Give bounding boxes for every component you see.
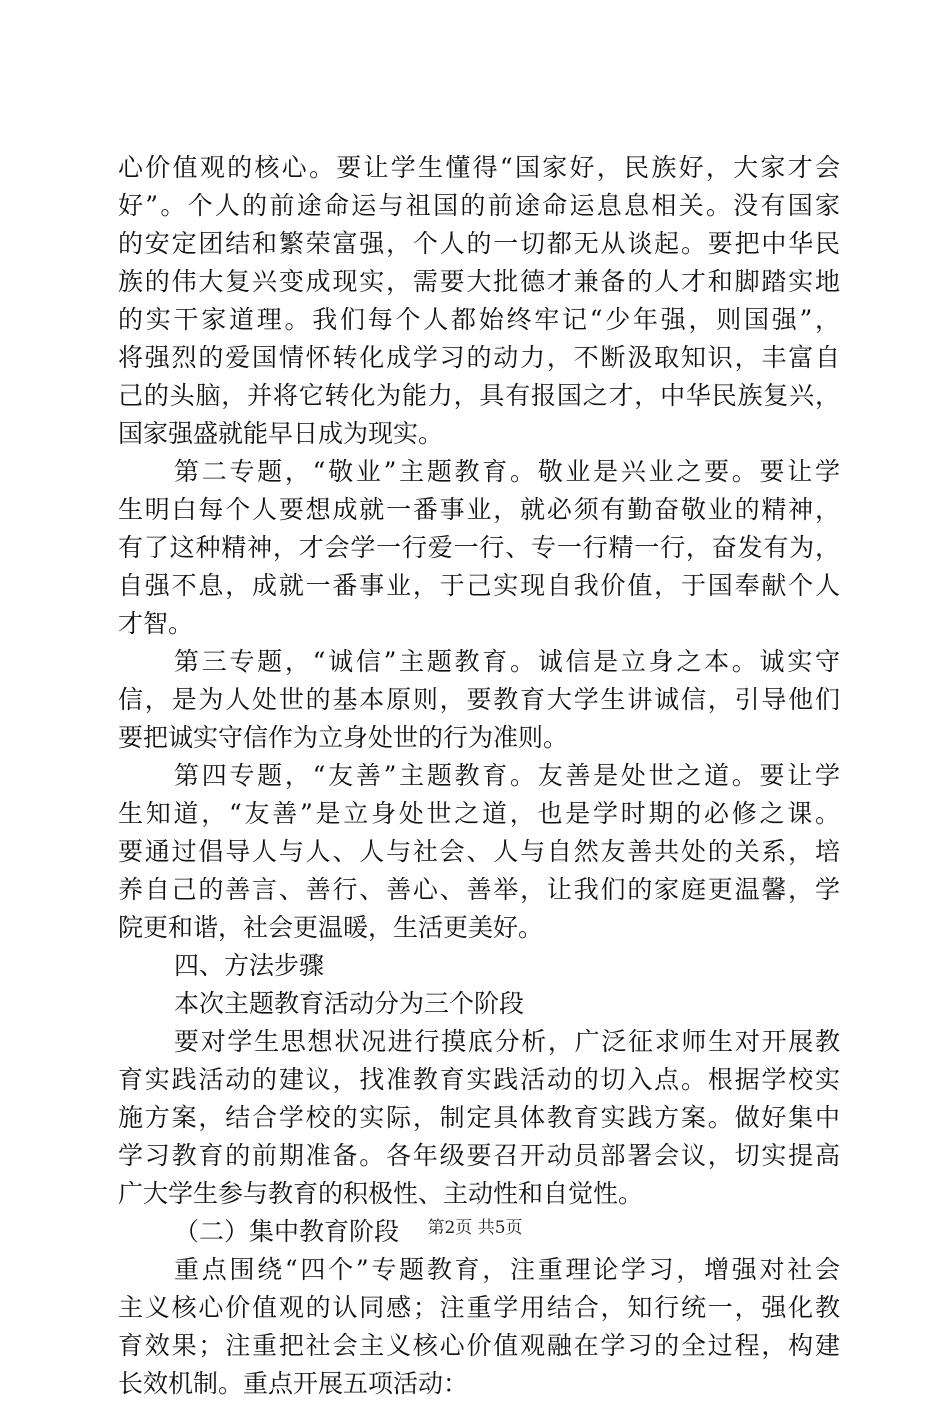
text-line: 四、方法步骤	[174, 951, 325, 980]
text-line: 要通过倡导人与人、人与社会、人与自然友善共处的关系，培	[118, 837, 840, 866]
page-footer: 第2页 共5页	[427, 1218, 523, 1238]
text-line: 第四专题，“友善”主题教育。友善是处世之道。要让学	[174, 761, 840, 790]
text-line: 生明白每个人要想成就一番事业，就必须有勤奋敬业的精神，	[118, 495, 840, 524]
text-line: 重点围绕“四个”专题教育，注重理论学习，增强对社会	[174, 1255, 840, 1284]
text-line: 好”。个人的前途命运与祖国的前途命运息息相关。没有国家	[118, 191, 840, 220]
text-line: 广大学生参与教育的积极性、主动性和自觉性。	[118, 1179, 644, 1208]
text-line: 施方案，结合学校的实际，制定具体教育实践方案。做好集中	[118, 1103, 840, 1132]
text-line: 育实践活动的建议，找准教育实践活动的切入点。根据学校实	[118, 1065, 840, 1094]
text-line: 要对学生思想状况进行摸底分析，广泛征求师生对开展教	[174, 1027, 840, 1056]
text-line: 院更和谐，社会更温暖，生活更美好。	[118, 913, 544, 942]
text-line: 族的伟大复兴变成现实，需要大批德才兼备的人才和脚踏实地	[118, 267, 840, 296]
text-line: 长效机制。重点开展五项活动：	[118, 1369, 469, 1398]
document-body	[118, 149, 840, 1403]
text-line: 养自己的善言、善行、善心、善举，让我们的家庭更温馨，学	[118, 875, 840, 904]
text-line: 国家强盛就能早日成为现实。	[118, 419, 444, 448]
text-line: 育效果；注重把社会主义核心价值观融在学习的全过程，构建	[118, 1331, 840, 1360]
text-line: 自强不息，成就一番事业，于己实现自我价值，于国奉献个人	[118, 571, 840, 600]
text-line: 心价值观的核心。要让学生懂得“国家好，民族好，大家才会	[118, 153, 840, 182]
text-line: 才智。	[118, 609, 194, 638]
text-line: 的安定团结和繁荣富强，个人的一切都无从谈起。要把中华民	[118, 229, 840, 258]
text-line: 学习教育的前期准备。各年级要召开动员部署会议，切实提高	[118, 1141, 840, 1170]
text-line: 有了这种精神，才会学一行爱一行、专一行精一行，奋发有为，	[118, 533, 840, 562]
text-line: 要把诚实守信作为立身处世的行为准则。	[118, 723, 569, 752]
text-line: 的实干家道理。我们每个人都始终牢记“少年强，则国强”，	[118, 305, 840, 334]
text-line: 信，是为人处世的基本原则，要教育大学生讲诚信，引导他们	[118, 685, 840, 714]
text-line: （二）集中教育阶段	[174, 1217, 400, 1246]
text-line: 第二专题，“敬业”主题教育。敬业是兴业之要。要让学	[174, 457, 840, 486]
text-line: 生知道，“友善”是立身处世之道，也是学时期的必修之课。	[118, 799, 840, 828]
text-line: 主义核心价值观的认同感；注重学用结合，知行统一，强化教	[118, 1293, 840, 1322]
text-line: 将强烈的爱国情怀转化成学习的动力，不断汲取知识，丰富自	[118, 343, 840, 372]
text-line: 第三专题，“诚信”主题教育。诚信是立身之本。诚实守	[174, 647, 840, 676]
text-line: 己的头脑，并将它转化为能力，具有报国之才，中华民族复兴，	[118, 381, 840, 410]
text-line: 本次主题教育活动分为三个阶段	[174, 989, 525, 1018]
